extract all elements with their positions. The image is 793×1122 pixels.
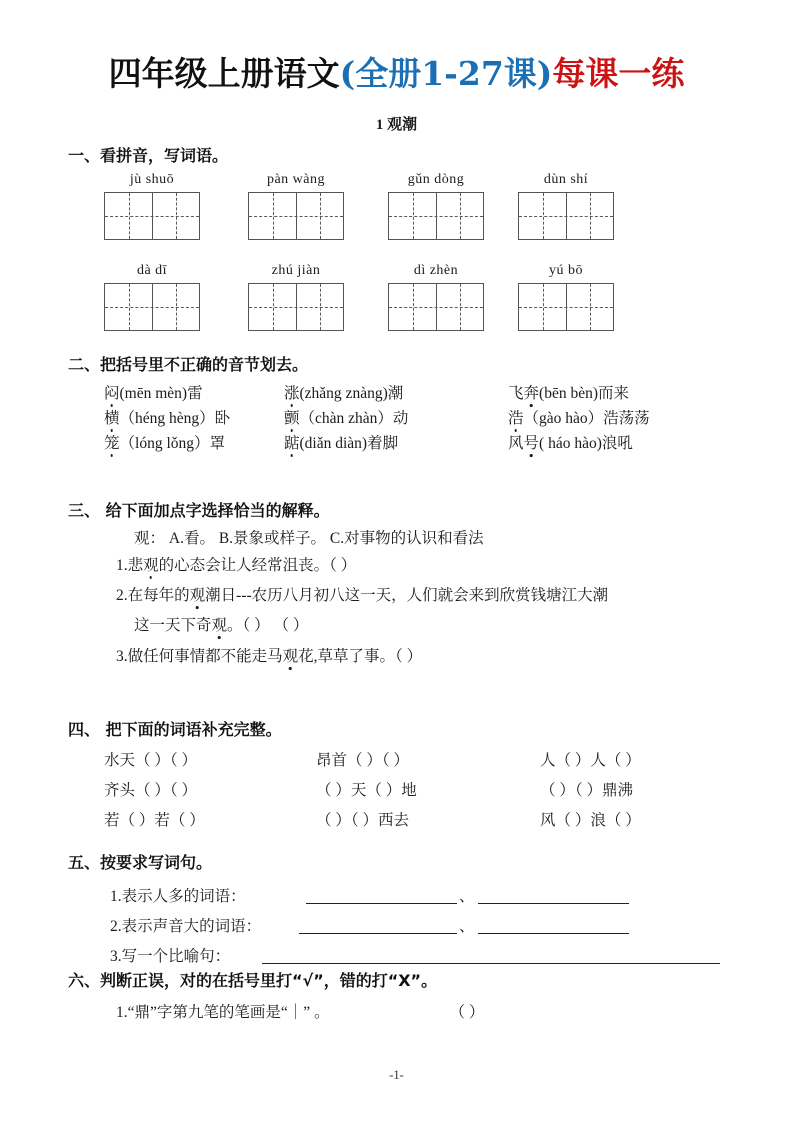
grid-cell[interactable] [436, 193, 483, 239]
tianzige-grid[interactable] [518, 192, 614, 240]
section-5-item-1-label: 1.表示人多的词语： [110, 888, 246, 905]
section-2-item[interactable] [104, 381, 203, 403]
pinyin-label: pàn wàng [266, 172, 326, 187]
tianzige-grid[interactable] [388, 192, 484, 240]
section-4-cell[interactable]: 人（ ）人（ ） [540, 752, 641, 769]
item-number: 3. [116, 648, 128, 665]
title-segment-black: 四年级上册语文 [108, 54, 340, 93]
title-segment-red: 每课一练 [552, 54, 685, 93]
grid-cell[interactable] [519, 284, 566, 330]
pinyin-box-7[interactable] [388, 263, 484, 331]
title-segment-blue: (全册1-27课) [339, 54, 553, 93]
section-3-options: 观： A.看。 B.景象或样子。 C.对事物的认识和看法 [134, 530, 484, 547]
section-4-cell[interactable]: 昂首（ ）（ ） [316, 752, 410, 769]
emphasis-char: 涨 [284, 381, 300, 403]
pinyin-label: yú bō [549, 263, 583, 278]
emphasis-char: 号 [524, 431, 540, 453]
item-prefix: 做任何事情都不能走马 [127, 648, 283, 665]
pinyin-box-8[interactable] [518, 263, 614, 331]
pinyin-box-4[interactable] [518, 172, 614, 240]
section-4-cell[interactable]: （ ）（ ）西去 [316, 812, 410, 829]
section-3-item-1[interactable] [116, 553, 356, 575]
item-number: 1. [116, 557, 128, 574]
section-4-cell[interactable]: （ ）天（ ）地 [316, 782, 417, 799]
item-prefix: 在每年的 [127, 587, 190, 604]
item-text: （lóng lǒng）罩 [119, 435, 226, 452]
answer-line[interactable] [306, 903, 457, 904]
item-text: (diǎn diàn)着脚 [299, 435, 399, 452]
item-prefix: 风 [508, 435, 524, 452]
pinyin-label: dà dī [136, 263, 168, 278]
section-6-item-1[interactable] [116, 1000, 484, 1022]
grid-cell[interactable] [152, 193, 199, 239]
pinyin-box-2[interactable] [248, 172, 344, 240]
grid-cell[interactable] [105, 193, 152, 239]
section-4-cell[interactable]: 齐头（ ）（ ） [104, 782, 198, 799]
emphasis-char: 浩 [508, 406, 524, 428]
grid-cell[interactable] [389, 284, 436, 330]
item-text: 的心态会让人经常沮丧。（ ） [158, 557, 357, 574]
section-4-cell[interactable]: 若（ ）若（ ） [104, 812, 205, 829]
section-2-item[interactable] [284, 406, 408, 428]
answer-line[interactable] [478, 903, 629, 904]
section-2-item[interactable] [508, 406, 650, 428]
item-prefix: 悲 [127, 557, 144, 574]
tianzige-grid[interactable] [248, 283, 344, 331]
section-3-heading: 三、 给下面加点字选择恰当的解释。 [68, 501, 330, 520]
item-text: （gào hào）浩荡荡 [523, 410, 650, 427]
page-title [0, 48, 793, 95]
grid-cell[interactable] [566, 193, 613, 239]
section-4-cell[interactable]: （ ）（ ）鼎沸 [540, 782, 634, 799]
emphasis-char: 观 [143, 553, 159, 575]
section-6-heading: 六、判断正误，对的在括号里打“√”，错的打“X”。 [68, 971, 438, 990]
emphasis-char: 闷 [104, 381, 120, 403]
section-4-cell[interactable]: 水天（ ）（ ） [104, 752, 198, 769]
grid-cell[interactable] [296, 193, 343, 239]
emphasis-char: 踮 [284, 431, 300, 453]
answer-line[interactable] [299, 933, 457, 934]
pinyin-box-1[interactable] [104, 172, 200, 240]
answer-line[interactable] [262, 963, 720, 964]
grid-cell[interactable] [519, 193, 566, 239]
section-3-item-2-cont[interactable] [134, 613, 308, 635]
grid-cell[interactable] [566, 284, 613, 330]
section-2-item[interactable] [508, 431, 633, 453]
section-3-item-3[interactable] [116, 644, 422, 666]
pinyin-label: gǔn dòng [407, 172, 465, 187]
section-2-heading: 二、把括号里不正确的音节划去。 [68, 355, 309, 374]
pinyin-label: zhú jiàn [271, 263, 321, 278]
emphasis-char: 笼 [104, 431, 120, 453]
grid-cell[interactable] [152, 284, 199, 330]
item-text: 花,草草了事。（ ） [298, 648, 423, 665]
section-2-item[interactable] [508, 381, 629, 403]
grid-cell[interactable] [105, 284, 152, 330]
item-text: (mēn mèn)雷 [119, 385, 203, 402]
section-1-heading: 一、看拼音，写词语。 [68, 146, 229, 165]
page-number: -1- [389, 1068, 404, 1082]
item-text: （héng hèng）卧 [119, 410, 231, 427]
pinyin-box-3[interactable] [388, 172, 484, 240]
item-prefix: 这一天下奇 [134, 617, 212, 634]
tianzige-grid[interactable] [518, 283, 614, 331]
pinyin-label: jù shuō [129, 172, 175, 187]
pinyin-box-6[interactable] [248, 263, 344, 331]
section-5-item-3-label: 3.写一个比喻句： [110, 948, 231, 965]
section-5-heading: 五、按要求写词句。 [68, 853, 213, 872]
emphasis-char: 颤 [284, 406, 300, 428]
section-4-heading: 四、 把下面的词语补充完整。 [68, 720, 282, 739]
item-text: ( háo hào)浪吼 [539, 435, 633, 452]
grid-cell[interactable] [249, 193, 296, 239]
grid-cell[interactable] [436, 284, 483, 330]
section-4-cell[interactable]: 风（ ）浪（ ） [540, 812, 641, 829]
pinyin-label: dì zhèn [413, 263, 459, 278]
item-text: （chàn zhàn）动 [299, 410, 409, 427]
item-text: 。（ ） （ ） [227, 617, 309, 634]
section-2-item[interactable] [284, 431, 398, 453]
grid-cell[interactable] [296, 284, 343, 330]
tianzige-grid[interactable] [104, 192, 200, 240]
tianzige-grid[interactable] [104, 283, 200, 331]
answer-line[interactable] [478, 933, 629, 934]
answer-separator: 、 [459, 888, 475, 905]
answer-separator: 、 [459, 918, 475, 935]
lesson-heading: 1 观潮 [375, 117, 418, 133]
emphasis-char: 观 [190, 583, 206, 605]
section-3-item-2[interactable] [116, 583, 608, 605]
item-text: 1.“鼎”字第九笔的笔画是“｜” 。 [116, 1004, 330, 1021]
item-prefix: 飞 [508, 385, 524, 402]
section-2-item[interactable] [104, 406, 230, 428]
section-2-item[interactable] [284, 381, 403, 403]
item-number: 2. [116, 587, 128, 604]
item-text: 潮日---农历八月初八这一天，人们就会来到欣赏钱塘江大潮 [205, 587, 609, 604]
item-text: (bēn bèn)而来 [539, 385, 629, 402]
tianzige-grid[interactable] [248, 192, 344, 240]
grid-cell[interactable] [249, 284, 296, 330]
section-2-item[interactable] [104, 431, 225, 453]
pinyin-box-5[interactable] [104, 263, 200, 331]
emphasis-char: 观 [283, 644, 299, 666]
emphasis-char: 奔 [524, 381, 540, 403]
pinyin-label: dùn shí [543, 172, 589, 187]
emphasis-char: 横 [104, 406, 120, 428]
section-5-item-2-label: 2.表示声音大的词语： [110, 918, 262, 935]
answer-bracket[interactable]: （ ） [449, 1004, 485, 1021]
tianzige-grid[interactable] [388, 283, 484, 331]
grid-cell[interactable] [389, 193, 436, 239]
emphasis-char: 观 [212, 613, 228, 635]
item-text: (zhǎng znàng)潮 [299, 385, 404, 402]
